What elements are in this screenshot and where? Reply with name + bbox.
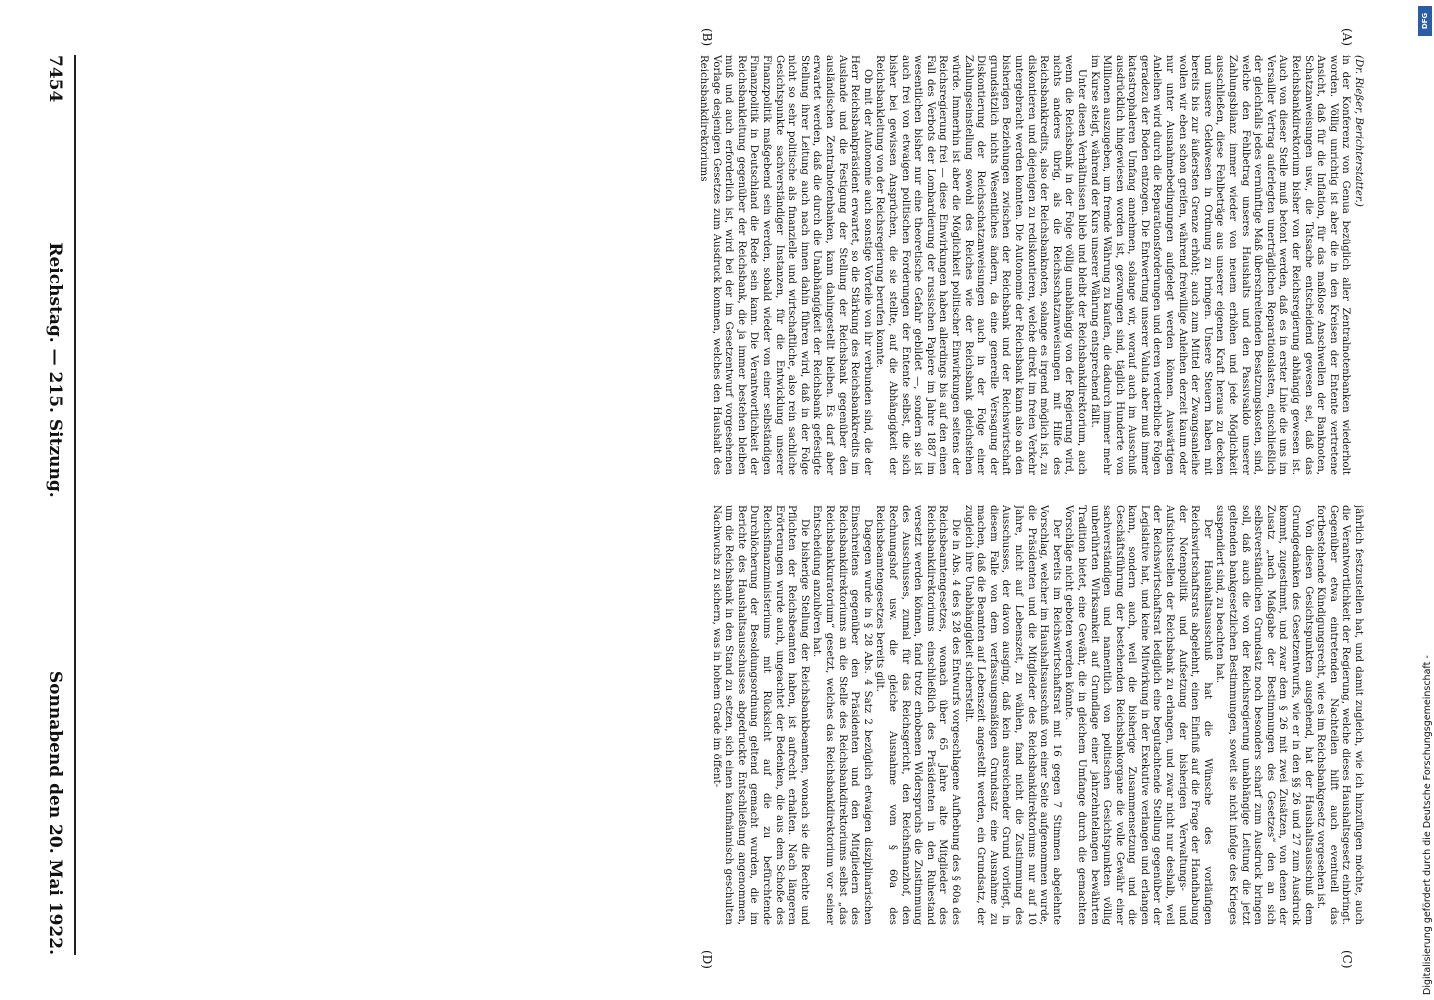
left-paragraph: Unter diesen Verhältnissen blieb und bleibt der Reichsbankdirektorium, auch wenn die Reichsbank in der Folge völlig unabhängig von der Regierung wird, nichts anderes übrig, als die Reichsschatzanweisungen mit Hilfe des Reichsbankkredits, also der Reichsbanknoten, solange es irgend möglich ist, zu diskontieren und diejenigen zu rediskontieren, welche direkt im freien Verkehr untergebracht werden konnten. Die Autonomie der Reichsbank kann also an den bisherigen Beziehungen zwischen der Reichsbank und der Reichswirtschaft grundsätzlich nichts Wesentliches ändern, da eine generelle Versagung der Diskontierung der Reichsschatzanweisungen auch in der Folge einer Zahlungseinstellung sowohl des Reiches wie der Reichsbank gleichstehen würde. Immerhin ist aber die Möglichkeit politischer Einwirkungen seitens der Reichsregierung frei — diese Einwirkungen haben allerdings bis auf den einen Fall des Verbots der Lombardierung der russischen Papiere im Jahre 1887 im wesentlichen bisher nur eine theoretische Gefahr gebildet —, sondern sie ist auch frei von etwaigen politischen Forderungen der Entente selbst, die sich bisher bei gewissen Ansprüchen, die sie stellte, auf die Abhängigkeit der Reichsbankleitung von der Reichsregierung berufen konnte. xyxy=(874,55,1087,475)
right-paragraph: Von diesen Gesichtspunkten ausgehend, hat der Haushaltsausschuß dem Grundgedanken des Gesetzentwurfs, wie er in den §§ 26 und 27 zum Ausdruck kommt, zugestimmt, und zwar dem § 26 mit zwei Zusätzen, von denen der Zusatz „nach Maßgabe der Bestimmungen des Gesetzes“ den an sich selbstverständlichen Grundsatz noch besonders scharf zum Ausdruck bringen soll, daß auch die von der Reichsregierung unabhängige Leitung die jetzt geltenden bankgesetzlichen Bestimmungen, soweit sie nicht infolge des Krieges suspendiert sind, zu beachten hat. xyxy=(1214,505,1314,925)
margin-mark-a: (A) xyxy=(1340,28,1354,47)
left-column xyxy=(84,55,1364,475)
right-paragraph: Der Haushaltsausschuß hat die Wünsche des vorläufigen Reichswirtschaftsrats abgelehnt, einen Einfluß auf die Frage der Handhabung der Notenpolitik und Aufsetzung der bisherigen Verwaltungs- und Aufsichtsstellen der Reichsbank zu erlangen, und zwar nicht nur deshalb, weil der Reichswirtschaftsrat lediglich eine begutachtende Stellung gegenüber der Legislative hat, und keine Mitwirkung in der Exekutive verlangen und erlangen kann, sondern auch, weil die bisherige Zusammensetzung und die Geschäftsführung der bestehenden Reichsbankorgane die volle Gewähr einer sachverständigen und namentlich von politischen Gesichtspunkten völlig unberührten Wirksamkeit auf Grundlage einer jahrzehntelangen bewährten Tradition bietet, eine Gewähr, die in gleichem Umfange durch die gemachten Vorschläge nicht geboten werden könnte. xyxy=(1063,505,1213,925)
right-paragraph: Die in Abs. 4 des § 28 des Entwurfs vorgeschlagene Aufhebung des § 60a des Reichsbeamtengesetzes, wonach über 65 Jahre alte Mitglieder des Reichsbankdirektoriums einschließlich des Präsidenten in den Ruhestand versetzt werden können, fand trotz erhobenen Widerspruchs die Zustimmung des Ausschusses, zumal für das Reichsgericht, den Reichsfinanzhof, den Rechnungshof usw. die gleiche Ausnahme vom § 60a des Reichsbeamtengesetzes bereits gilt. xyxy=(874,505,961,925)
digitization-credit: Digitalisierung gefördert durch die Deutsche Forschungsgemeinschaft - xyxy=(1422,655,1433,995)
margin-mark-b: (B) xyxy=(700,28,714,47)
sitting-date: Sonnabend den 20. Mai 1922. xyxy=(45,670,65,955)
left-paragraph: in der Konferenz von Genua bezüglich aller Zentralnotenbanken wiederholt worden. Völlig unrichtig ist aber die in den Kreisen der Entente vertretene Ansicht, daß für die Inflation, für das maßlose Anschwellen der Banknoten, Schatzanweisungen usw., die Tatsache entscheidend gewesen sei, daß das Reichsbankdirektorium bisher von der Reichsregierung abhängig gewesen ist. Auch von dieser Stelle muß betont werden, daß es in erster Linie die uns im Versailler Vertrag auferlegten unerträglichen Reparationslasten, einschließlich der gleichfalls jedes vernünftige Maß überschreitenden Besatzungskosten, sind, welche den Fehlbetrag unseres Haushalts und den Passivsaldo unserer Zahlungsbilanz immer wieder von neuem erhöhen und jede Möglichkeit ausschließen, diese Fehlbeträge aus unserer eigenen Kraft heraus zu decken und unsere Geldwesen in Ordnung zu bringen. Unsere Steuern haben mit bereits bis zur äußersten Grenze erhöht; auch zum Mittel der Zwangsanleihe wollen wir eben schon greifen, während freiwillige Anleihen derzeit kaum oder nur unter Ausnahmebedingungen aufgelegt werden können. Auswärtigen Anleihen wird durch die Reparationsforderungen und deren verderbliche Folgen geradezu der Boden entzogen. Die Entwertung unserer Valuta aber muß immer katastrophaleren Umfang annehmen, solange wir, worauf auch im Ausschuß ausdrücklich hingewiesen worden ist, gezwungen sind, täglich Hunderte von Millionen auszugeben, um fremde Währung zu kaufen, die dadurch immer mehr im Kurse steigt, während der Kurs unserer Währung entsprechend fällt. xyxy=(1088,55,1352,475)
right-paragraph: Dagegen wurde in § 28 Abs. 4 Satz 2 bezüglich etwaigen disziplinarischen Einschreitens gegenüber den Präsidenten und den Mitgliedern des Reichsbankdirektoriums an die Stelle des Reichsbankdirektoriums selbst „das Reichsbankkuratorium“ gesetzt, welches das Reichsbankdirektorium vor seiner Entscheidung anzuhören hat. xyxy=(811,505,873,925)
right-paragraph: Die bisherige Stellung der Reichsbankbeamten, wonach sie die Rechte und Pflichten der Reichsbeamten haben, ist aufrecht erhalten. Nach längeren Erörterungen wurde auch, ungeachtet der Bedenken, die aus dem Schoße des Reichsfinanzministeriums mit Rücksicht auf die zu befürchtende Durchlöcherung der Besoldungsordnung geltend gemacht wurden, die im Berichte des Haushaltsausschusses abgedruckte Entschließung angenommen, um die Reichsbank in den Stand zu setzen, sich einen kaufmännisch geschulten Nachwuchs zu sichern, was in hohem Grade im öffent- xyxy=(710,505,810,925)
running-title: Reichstag. — 215. Sitzung. xyxy=(45,242,65,498)
right-column xyxy=(84,505,1364,925)
dfg-logo-text: DFG xyxy=(1421,12,1429,30)
left-paragraph: Ob mit der Autonomie auch sonstige Vorteile von ihr verbunden sind, die der Herr Reichsbankpräsident erwartet, so die Stärkung des Reichsbankkredits im Auslande und die Festigung der Stellung der Reichsbank gegenüber den ausländischen Zentralnotenbanken, kann dahingestellt bleiben. Es darf aber erwartet werden, daß die durch die Unabhängigkeit der Reichsbank gefestigte Stellung ihrer Leitung auch nach innen dahin führen wird, daß in der Folge nicht so sehr politische als finanzielle und wirtschaftliche, also rein sachliche Gesichtspunkte sachverständiger Instanzen, für die Entwicklung unserer Finanzpolitik maßgebend sein werden, sobald wieder von einer selbständigen Finanzpolitik in Deutschland die Rede sein kann. Die Verantwortlichkeit der Reichsbankleitung gegenüber der Reichsbank, die ja immer bestehen bleiben muß und auch erforderlich ist, wird bei der im Gesetzentwurf vorgesehenen Vorlage desjenigen Gesetzes zum Ausdruck kommen, welches den Haushalt des Reichsbankdirektoriums xyxy=(698,55,873,475)
right-paragraph: jährlich festzustellen hat, und damit zugleich, wie ich hinzufügen möchte, auch die Verantwortlichkeit der Regierung, welche dieses Haushaltsgesetz einbringt. Gegenüber etwa eintretenden Nachteilen hilft auch eventuell das fortbestehende Kündigungsrecht, wie es im Reichsbankgesetz vorgesehen ist. xyxy=(1315,505,1364,925)
dfg-logo xyxy=(1418,6,1432,36)
right-paragraph: Der bereits im Reichswirtschaftsrat mit 16 gegen 7 Stimmen abgelehnte Vorschlag, welcher im Haushaltsausschuß von einer Seite aufgenommen wurde, die Präsidenten und die Mitglieder des Reichsbankdirektoriums nur auf 10 Jahre, nicht auf Lebenszeit, zu wählen, fand nicht die Zustimmung des Ausschusses, der davon ausging, daß kein ausreichender Grund vorliegt, in diesem Falle von dem verfassungsmäßigen Grundsatz eine Ausnahme zu machen, daß die Beamten auf Lebenszeit angestellt werden, ein Grundsatz, der zugleich ihre Unabhängigkeit sicherstellt. xyxy=(962,505,1062,925)
margin-mark-c: (C) xyxy=(1340,950,1354,969)
margin-mark-d: (D) xyxy=(700,950,714,969)
page-number: 7454 xyxy=(45,55,65,103)
page-header xyxy=(41,55,69,955)
speaker-tag: (Dr. Rießer, Berichterstatter.) xyxy=(1353,55,1364,207)
header-rule xyxy=(74,55,76,955)
